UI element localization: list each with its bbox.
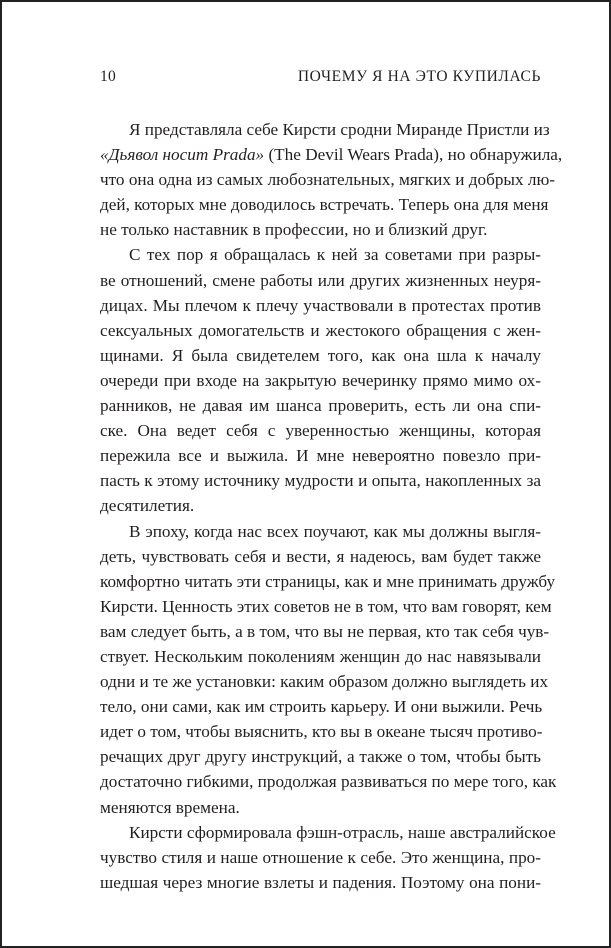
- text-segment: ве отношений, смене работы или других жизненных неуря-: [100, 270, 541, 290]
- text-line: [100, 769, 557, 794]
- text-line: [100, 318, 541, 343]
- text-segment: речащих друг другу инструкций, а также о том, чтобы быть: [100, 747, 541, 767]
- text-segment: ствует. Нескольким поколениям женщин до нас навязывали: [100, 646, 541, 666]
- text-segment: ске. Она ведет себя с уверенностью женщины, которая: [100, 421, 541, 441]
- text-segment: вам следует быть, а в том, что вы не первая, кто так себя чув-: [100, 621, 550, 641]
- text-segment: что она одна из самых любознательных, мягких и добрых лю-: [100, 170, 556, 190]
- text-line: [100, 393, 541, 418]
- text-line: [100, 142, 563, 167]
- text-line: [100, 217, 541, 242]
- text-line: [100, 443, 541, 468]
- text-line: [100, 870, 541, 895]
- text-segment: Кирсти сформировала фэшн-отрасль, наше австралийское: [129, 822, 556, 842]
- paragraph: [100, 117, 563, 242]
- text-segment: достаточно гибкими, продолжая развиваться по мере того, как: [100, 772, 557, 792]
- text-line: [100, 493, 541, 518]
- text-segment: одни и те же установки: каким образом должно выглядеть их: [100, 672, 549, 692]
- text-segment: сексуальных домогательств и жестокого обращения с жен-: [100, 320, 541, 340]
- book-page: [100, 64, 563, 895]
- text-line: [100, 268, 541, 293]
- text-line: [100, 192, 549, 217]
- text-segment: очереди при входе на закрытую вечеринку прямо мимо ох-: [100, 370, 541, 390]
- text-segment: идет о том, чтобы выяснить, кто вы в океане тысяч противо-: [100, 722, 543, 742]
- text-segment: В эпоху, когда нас всех поучают, как мы должны выгля-: [129, 521, 541, 541]
- text-line: [100, 468, 541, 493]
- text-line: [100, 744, 541, 769]
- text-segment: чувство стиля и наше отношение к себе. Это женщина, про-: [100, 847, 541, 867]
- text-line: [100, 167, 556, 192]
- text-segment: дицах. Мы плечом к плечу участвовали в протестах против: [100, 295, 541, 315]
- text-line: [100, 845, 541, 870]
- paragraph: [100, 519, 557, 820]
- body-text: [100, 117, 563, 895]
- text-line: [100, 569, 556, 594]
- text-line: [100, 519, 541, 544]
- text-line: [100, 669, 549, 694]
- text-line: [100, 242, 541, 267]
- text-line: [100, 293, 541, 318]
- paragraph: [100, 820, 556, 895]
- text-line: [100, 544, 541, 569]
- running-title: ПОЧЕМУ Я НА ЭТО КУПИЛАСЬ: [297, 68, 541, 85]
- text-segment: тело, они сами, как им строить карьеру. И они выжили. Речь: [100, 697, 543, 717]
- text-line: [100, 619, 550, 644]
- running-head: [100, 64, 541, 90]
- text-segment: десятилетия.: [100, 496, 195, 516]
- text-segment: комфортно читать эти страницы, как и мне принимать дружбу: [100, 571, 556, 591]
- text-segment: деть, чувствовать себя и вести, я надеюсь, вам будет также: [100, 546, 541, 566]
- text-segment: Я представляла себе Кирсти сродни Миранде Пристли из: [129, 120, 550, 139]
- text-segment: не только наставник в профессии, но и близкий друг.: [100, 220, 488, 240]
- text-segment: меняются времена.: [100, 797, 240, 817]
- text-segment: Кирсти. Ценность этих советов не в том, что вам говорят, кем: [100, 596, 552, 616]
- text-segment: шедшая через многие взлеты и падения. Поэтому она пони-: [100, 872, 541, 892]
- text-line: [100, 795, 541, 820]
- page-number: 10: [100, 68, 116, 85]
- text-segment: С тех пор я обращалась к ней за советами при разры-: [129, 245, 541, 265]
- text-line: [100, 117, 550, 142]
- text-line: [100, 418, 541, 443]
- text-segment: дей, которых мне доводилось встречать. Теперь она для меня: [100, 195, 549, 215]
- text-line: [100, 820, 556, 845]
- paragraph: [100, 242, 541, 518]
- text-segment: пасть к этому источнику мудрости и опыта, накопленных за: [100, 471, 541, 491]
- text-segment: ранников, не давая им шанса проверить, есть ли она спи-: [100, 396, 541, 416]
- text-segment: пережила все и выжила. И мне невероятно повезло при-: [100, 446, 541, 466]
- text-line: [100, 594, 552, 619]
- text-line: [100, 368, 541, 393]
- text-segment: щинами. Я была свидетелем того, как она шла к началу: [100, 345, 541, 365]
- book-title-italic: «Дьявол носит Prada»: [100, 145, 265, 165]
- text-line: [100, 719, 541, 744]
- text-line: [100, 644, 541, 669]
- text-segment: (The Devil Wears Prada), но обнаружила,: [264, 145, 563, 165]
- text-line: [100, 694, 541, 719]
- text-line: [100, 343, 541, 368]
